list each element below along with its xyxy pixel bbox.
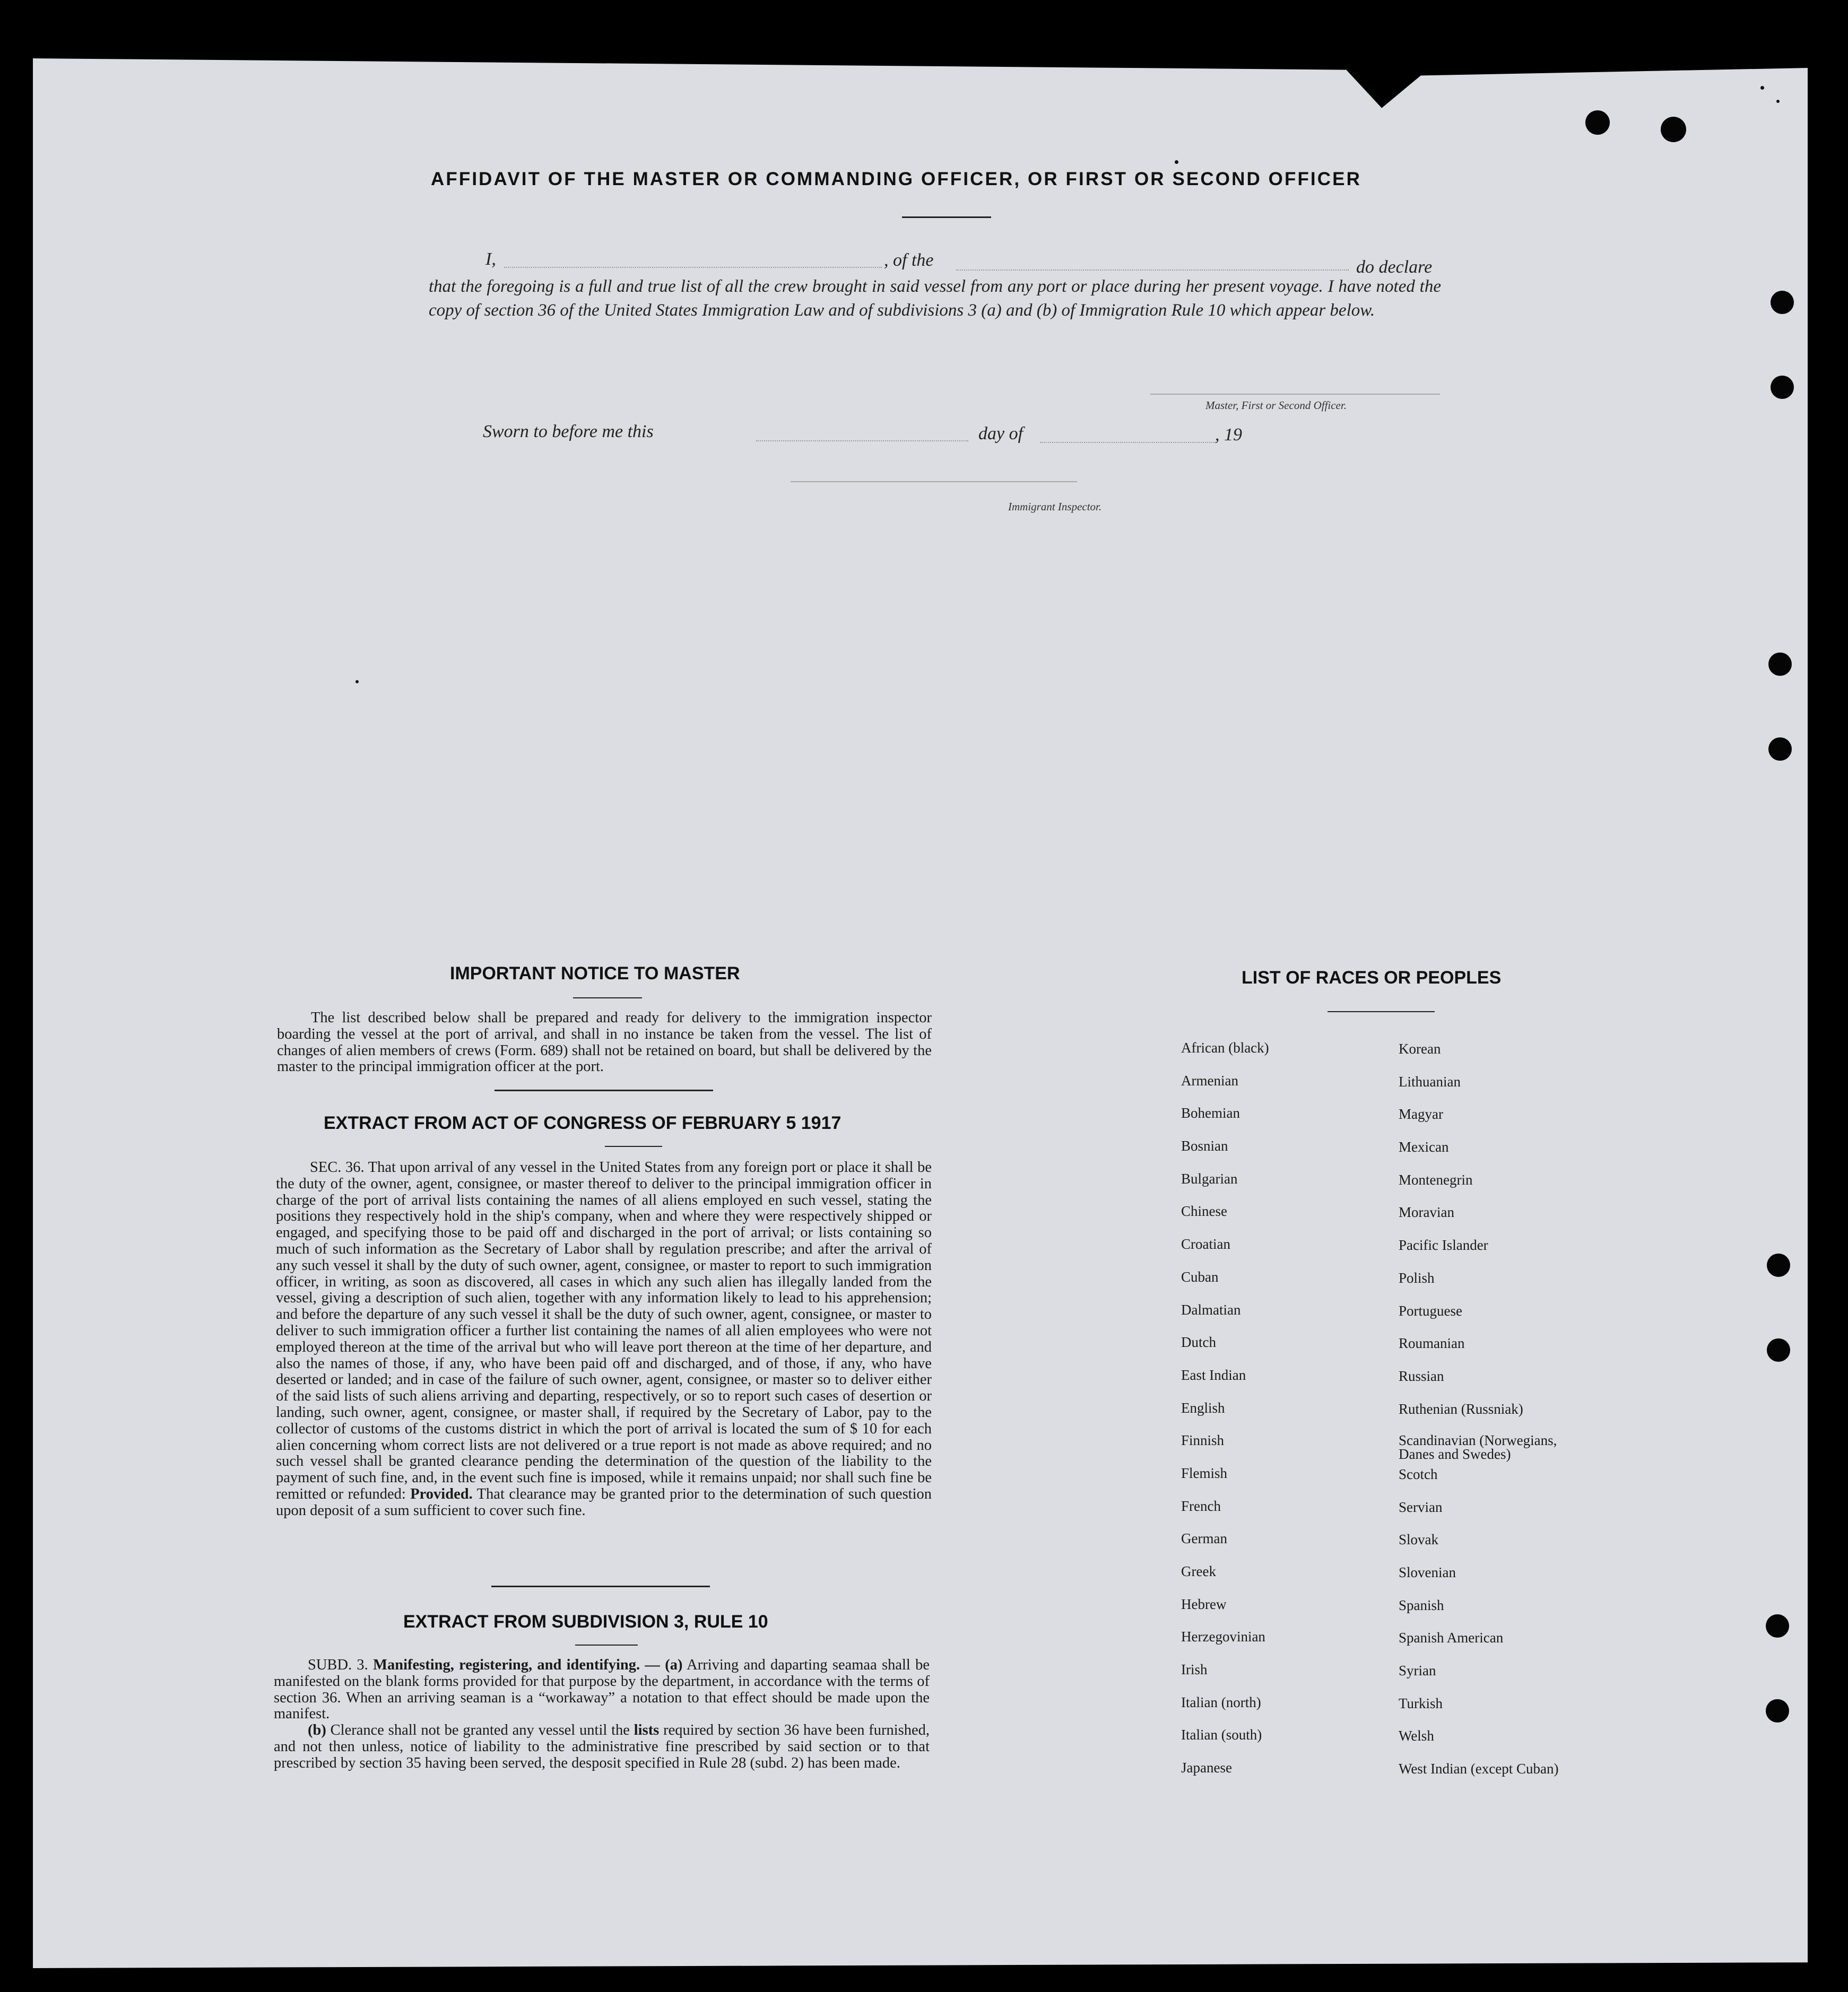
race-item: Scandinavian (Norwegians, Danes and Swedes) xyxy=(1399,1432,1557,1463)
race-item: Chinese xyxy=(1181,1203,1227,1220)
race-item: Irish xyxy=(1181,1662,1208,1678)
races-title: LIST OF RACES OR PEOPLES xyxy=(1242,968,1502,988)
year-prefix: , 19 xyxy=(1215,425,1242,445)
vessel-blank xyxy=(956,269,1349,271)
punch-hole xyxy=(1767,1254,1790,1277)
race-item: Scotch xyxy=(1399,1466,1438,1482)
rule10-b-text1: Clerance shall not be granted any vessel until the xyxy=(330,1722,630,1739)
title-rule xyxy=(605,1146,662,1147)
month-blank xyxy=(1040,442,1216,443)
officer-signature-line xyxy=(1150,394,1440,395)
race-item: Italian (north) xyxy=(1181,1694,1261,1710)
race-item: Spanish xyxy=(1399,1597,1444,1613)
race-item: Pacific Islander xyxy=(1399,1237,1488,1254)
speck xyxy=(355,680,359,683)
punch-hole xyxy=(1661,117,1686,142)
notice-title: IMPORTANT NOTICE TO MASTER xyxy=(450,963,740,984)
officer-caption: Master, First or Second Officer. xyxy=(1205,399,1347,412)
race-item: African (black) xyxy=(1181,1040,1269,1056)
race-item: Dalmatian xyxy=(1181,1301,1241,1318)
rule10-b-lists: lists xyxy=(634,1722,660,1739)
race-item: Bosnian xyxy=(1181,1138,1228,1154)
punch-hole xyxy=(1768,737,1792,761)
race-item: Finnish xyxy=(1181,1432,1225,1449)
rule10-b-marker: (b) xyxy=(308,1722,326,1739)
section-divider xyxy=(494,1090,713,1091)
inspector-signature-line xyxy=(791,481,1077,482)
race-item: Croatian xyxy=(1181,1236,1230,1252)
race-item: Magyar xyxy=(1399,1106,1443,1123)
race-item: Russian xyxy=(1399,1368,1444,1384)
race-item: Polish xyxy=(1399,1269,1435,1286)
race-item: East Indian xyxy=(1181,1367,1246,1383)
title-rule xyxy=(573,997,642,998)
race-item: Bulgarian xyxy=(1181,1170,1238,1187)
rule10-a-prefix: SUBD. 3. xyxy=(308,1657,368,1673)
race-item: Portuguese xyxy=(1399,1302,1462,1319)
race-item: English xyxy=(1181,1399,1225,1416)
act-provided: Provided. xyxy=(410,1485,473,1502)
race-item: Roumanian xyxy=(1399,1335,1465,1352)
race-item: French xyxy=(1181,1498,1221,1514)
race-item: Hebrew xyxy=(1181,1596,1227,1612)
race-item: Slovak xyxy=(1399,1532,1439,1548)
race-item: Flemish xyxy=(1181,1465,1228,1481)
race-item: Montenegrin xyxy=(1399,1171,1473,1188)
race-item: Italian (south) xyxy=(1181,1727,1262,1743)
race-item: Japanese xyxy=(1181,1760,1232,1776)
race-item: Welsh xyxy=(1399,1728,1434,1744)
rule10-a-text: Arriving and daparting seamaa shall be manifested on the blank forms provided for that purpose by the department, in accordance with the terms of section 36. When an arriving seaman is a “workaway” a notation to that effect should be made upon the manifest. xyxy=(274,1657,930,1723)
punch-hole xyxy=(1766,1614,1789,1638)
act-text xyxy=(276,1160,932,1519)
section-divider xyxy=(491,1586,710,1587)
punch-hole xyxy=(1767,1338,1790,1362)
races-right-column xyxy=(1399,1041,1590,1794)
notice-paragraph: The list described below shall be prepared and ready for delivery to the immigration inspector boarding the vessel at the port of arrival, and shall in no instance be taken from the vessel. The list of changes of alien members of crews (Form. 689) shall not be retained on board, but shall be delivered by the master to the principal immigration officer at the port. xyxy=(277,1010,932,1075)
race-item: Lithuanian xyxy=(1399,1073,1461,1090)
race-item: Armenian xyxy=(1181,1072,1238,1089)
notice-text xyxy=(277,1010,932,1075)
punch-hole xyxy=(1768,653,1792,676)
title-rule xyxy=(575,1645,638,1646)
races-left-column xyxy=(1181,1040,1372,1793)
punch-hole xyxy=(1771,291,1794,314)
race-item: Slovenian xyxy=(1399,1564,1456,1580)
rule10-title: EXTRACT FROM SUBDIVISION 3, RULE 10 xyxy=(403,1612,768,1632)
title-rule xyxy=(1328,1011,1435,1012)
rule10-text xyxy=(274,1657,930,1772)
affidavit-line1-end: do declare xyxy=(1356,257,1433,277)
inspector-caption: Immigrant Inspector. xyxy=(1008,500,1102,513)
race-item: Korean xyxy=(1399,1041,1441,1057)
rule10-b-text2: required by section 36 have been furnished, and not then unless, notice of liability to the administrative fine prescribed by said section or to that prescribed by section 35 having been served, the desposit specified in Rule 28 (subd. 2) has been made. xyxy=(274,1722,930,1771)
rule10-a-heading: Manifesting, registering, and identifying. — (a) xyxy=(373,1657,683,1673)
act-title: EXTRACT FROM ACT OF CONGRESS OF FEBRUARY 5 1917 xyxy=(324,1113,841,1133)
race-item: Servian xyxy=(1399,1499,1443,1515)
race-item: Bohemian xyxy=(1181,1105,1240,1121)
day-blank xyxy=(756,440,968,441)
punch-hole xyxy=(1766,1699,1789,1723)
act-text-main: SEC. 36. That upon arrival of any vessel in the United States from any foreign port or place it shall be the duty of the owner, agent, consignee, or master thereof to deliver to the principal immigration officer in charge of the port of arrival lists containing the names of all aliens employed en such vessel, stating the positions they respectively hold in the ship's company, when and where they were respectively shipped or engaged, and specifying those to be paid off and discharged in the port of arrival; or lists containing so much of such information as the Secretary of Labor shall by regulation prescribe; and after the arrival of any such vessel it shall by the duty of such owner, agent, consignee, or master to report to such immigration officer, in writing, as soon as discovered, all cases in which any such alien has illegally landed from the vessel, giving a description of such alien, together with any information likely to lead to his apprehension; and before the departure of any such vessel it shall be the duty of such owner, agent, consignee, or master to deliver to such immigration officer a further list containing the names of all alien employees who were not employed thereon at the time of the arrival but who will leave port thereon at the time of her departure, and also the names of those, if any, who have been paid off and discharged, and of those, if any, who have deserted or landed; and in case of the failure of such owner, agent, consignee, or master so to deliver either of the said lists of such aliens arriving and departing, respectively, or so to report such cases of desertion or landing, such owner, agent, consignee, or master shall, if required by the Secretary of Labor, pay to the collector of customs of the customs district in which the port of arrival is located the sum of $ 10 for each alien concerning whom correct lists are not delivered or a true report is not made as above required; and no such vessel shall be granted clearance pending the determination of the question of the liability to the payment of such fine, and, in the event such fine is imposed, while it remains unpaid; nor shall such fine be remitted or refunded: xyxy=(276,1159,932,1502)
race-item: German xyxy=(1181,1530,1227,1547)
race-item: Greek xyxy=(1181,1563,1216,1579)
race-item: Ruthenian (Russniak) xyxy=(1399,1401,1523,1417)
race-item: Mexican xyxy=(1399,1139,1449,1155)
race-item: Moravian xyxy=(1399,1204,1454,1221)
race-item: Syrian xyxy=(1399,1663,1436,1679)
race-item: Turkish xyxy=(1399,1695,1443,1711)
punch-hole xyxy=(1585,110,1610,135)
speck xyxy=(1760,86,1764,90)
speck xyxy=(1776,100,1780,103)
sworn-text: Sworn to before me this xyxy=(483,422,654,441)
name-blank xyxy=(504,267,882,268)
race-item: Spanish American xyxy=(1399,1630,1504,1646)
affidavit-line1-start: I, xyxy=(485,249,496,269)
affidavit-body: that the foregoing is a full and true list of all the crew brought in said vessel from any port or place during her present voyage. I have noted the copy of section 36 of the United States Immigration Law and of subdivisions 3 (a) and (b) of Immigration Rule 10 which appear below. xyxy=(429,277,1441,320)
race-item: Dutch xyxy=(1181,1334,1216,1351)
race-item: Cuban xyxy=(1181,1268,1219,1285)
punch-hole xyxy=(1771,376,1794,399)
title-rule xyxy=(902,216,991,218)
act-text-end: That clearance may be granted prior to the determination of such question upon deposit of a sum sufficient to cover such fine. xyxy=(276,1485,932,1519)
race-item: West Indian (except Cuban) xyxy=(1399,1761,1559,1777)
affidavit-title: AFFIDAVIT OF THE MASTER OR COMMANDING OFFICER, OR FIRST OR SECOND OFFICER xyxy=(431,169,1361,189)
day-of-text: day of xyxy=(978,424,1023,443)
speck xyxy=(1175,160,1178,164)
affidavit-line1-mid: , of the xyxy=(884,250,934,270)
race-item: Herzegovinian xyxy=(1181,1629,1265,1645)
